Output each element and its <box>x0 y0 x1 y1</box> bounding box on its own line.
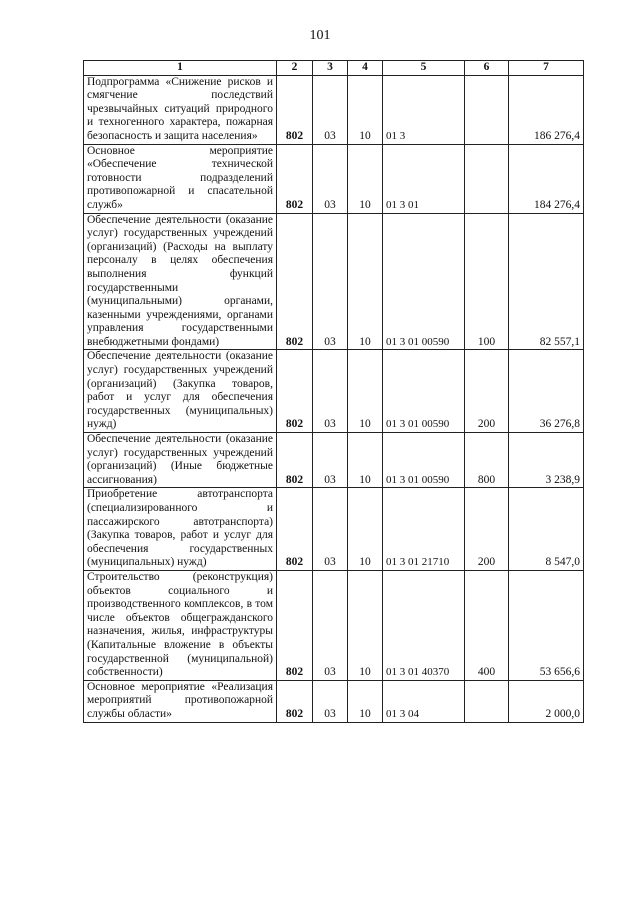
row-section: 03 <box>313 488 348 571</box>
row-target-article: 01 3 04 <box>383 680 465 722</box>
column-header-5: 5 <box>383 61 465 76</box>
row-grbs: 802 <box>277 75 313 144</box>
row-subsection: 10 <box>348 350 383 433</box>
row-name: Основное мероприятие «Обеспечение технической готовности подразделений противопожарной и спасательной служб» <box>84 144 277 213</box>
column-header-3: 3 <box>313 61 348 76</box>
row-section: 03 <box>313 75 348 144</box>
row-name: Обеспечение деятельности (оказание услуг) государственных учреждений (организаций) (Расходы на выплату персоналу в целях обеспечения выполнения функций государственными (муниципальными) органами, казенными учреждениями, органами управления государственными внебюджетными фондами) <box>84 213 277 350</box>
row-expense-type: 800 <box>465 433 509 488</box>
row-target-article: 01 3 01 40370 <box>383 570 465 680</box>
page-number: 101 <box>309 28 331 43</box>
row-expense-type <box>465 75 509 144</box>
column-header-1: 1 <box>84 61 277 76</box>
table-row <box>84 570 584 680</box>
table-body <box>84 75 584 722</box>
row-target-article: 01 3 01 <box>383 144 465 213</box>
row-expense-type: 200 <box>465 350 509 433</box>
row-name: Строительство (реконструкция) объектов социального и производственного комплексов, в том числе объектов общегражданского назначения, жилья, инфраструктуры (Капитальные вложение в объекты государственной (муниципальной) собственности) <box>84 570 277 680</box>
row-amount: 36 276,8 <box>509 350 584 433</box>
table-row <box>84 350 584 433</box>
row-subsection: 10 <box>348 488 383 571</box>
row-amount: 2 000,0 <box>509 680 584 722</box>
row-amount: 8 547,0 <box>509 488 584 571</box>
row-grbs: 802 <box>277 680 313 722</box>
row-subsection: 10 <box>348 570 383 680</box>
row-amount: 186 276,4 <box>509 75 584 144</box>
row-subsection: 10 <box>348 433 383 488</box>
row-section: 03 <box>313 433 348 488</box>
row-name: Приобретение автотранспорта (специализированного и пассажирского автотранспорта) (Закупка товаров, работ и услуг для обеспечения государственных (муниципальных) нужд) <box>84 488 277 571</box>
row-target-article: 01 3 01 00590 <box>383 213 465 350</box>
row-target-article: 01 3 01 00590 <box>383 350 465 433</box>
row-expense-type: 200 <box>465 488 509 571</box>
column-header-2: 2 <box>277 61 313 76</box>
row-amount: 184 276,4 <box>509 144 584 213</box>
row-section: 03 <box>313 570 348 680</box>
table-row <box>84 144 584 213</box>
budget-table <box>83 60 584 723</box>
row-expense-type <box>465 144 509 213</box>
table-row <box>84 213 584 350</box>
row-grbs: 802 <box>277 433 313 488</box>
row-name: Основное мероприятие «Реализация мероприятий противопожарной службы области» <box>84 680 277 722</box>
row-grbs: 802 <box>277 350 313 433</box>
table-header <box>84 61 584 76</box>
row-name: Обеспечение деятельности (оказание услуг) государственных учреждений (организаций) (Закупка товаров, работ и услуг для обеспечения государственных (муниципальных) нужд) <box>84 350 277 433</box>
row-subsection: 10 <box>348 680 383 722</box>
table-row <box>84 680 584 722</box>
header-row <box>84 61 584 76</box>
row-name: Подпрограмма «Снижение рисков и смягчение последствий чрезвычайных ситуаций природного и техногенного характера, пожарная безопасность и защита населения» <box>84 75 277 144</box>
row-section: 03 <box>313 680 348 722</box>
column-header-4: 4 <box>348 61 383 76</box>
row-amount: 3 238,9 <box>509 433 584 488</box>
table-row <box>84 75 584 144</box>
row-amount: 53 656,6 <box>509 570 584 680</box>
row-subsection: 10 <box>348 213 383 350</box>
row-expense-type: 400 <box>465 570 509 680</box>
row-expense-type <box>465 680 509 722</box>
column-header-6: 6 <box>465 61 509 76</box>
row-target-article: 01 3 <box>383 75 465 144</box>
row-amount: 82 557,1 <box>509 213 584 350</box>
row-target-article: 01 3 01 00590 <box>383 433 465 488</box>
table-row <box>84 488 584 571</box>
row-grbs: 802 <box>277 213 313 350</box>
row-subsection: 10 <box>348 144 383 213</box>
row-expense-type: 100 <box>465 213 509 350</box>
row-section: 03 <box>313 213 348 350</box>
row-target-article: 01 3 01 21710 <box>383 488 465 571</box>
table-row <box>84 433 584 488</box>
row-subsection: 10 <box>348 75 383 144</box>
row-name: Обеспечение деятельности (оказание услуг) государственных учреждений (организаций) (Иные бюджетные ассигнования) <box>84 433 277 488</box>
row-grbs: 802 <box>277 570 313 680</box>
row-section: 03 <box>313 144 348 213</box>
row-grbs: 802 <box>277 144 313 213</box>
row-section: 03 <box>313 350 348 433</box>
row-grbs: 802 <box>277 488 313 571</box>
column-header-7: 7 <box>509 61 584 76</box>
